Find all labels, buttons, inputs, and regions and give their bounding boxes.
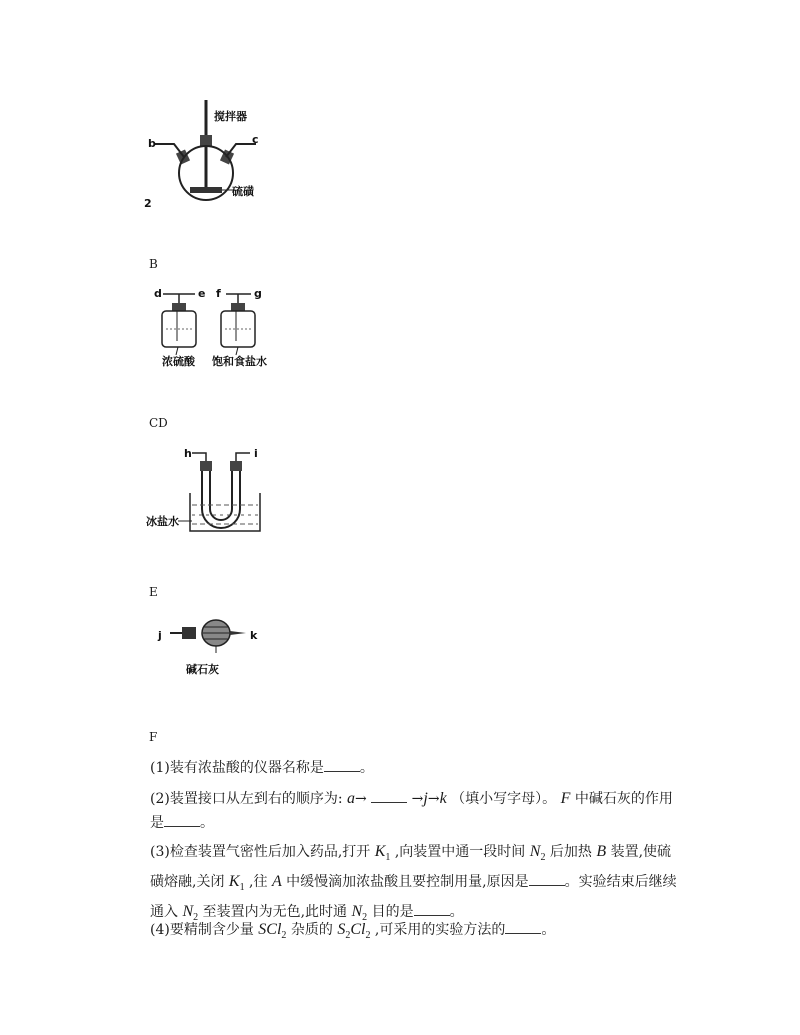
figure-label-b: B [149,257,158,271]
figure-label-e: E [149,585,158,599]
port-k-label: k [250,629,258,642]
wash-bottles-figure [150,285,275,370]
port-g-label: g [254,287,262,300]
question-1: (1)装有浓盐酸的仪器名称是 。 [122,756,682,780]
port-b-label: b [148,137,156,150]
question-3: (3)检查装置气密性后加入药品,打开 $K_1$ ,向装置中通一段时间 $N_2$ 后加热 B 装置,使硫磺熔融,关闭 $K_1$ ,往 A 中缓慢滴加浓盐酸且要控制用量,原因是 。实验结束后继续通入 $N_2$ 至装置内为无色,此时通 $N_2$ 目的是 。 [150,843,677,924]
flask-stirrer-figure [140,95,270,215]
question-2: (2)装置接口从左到右的顺序为: a→ →j→k （填小写字母）。 F 中碱石灰的作用是 。 [150,790,673,831]
port-d-label: d [154,287,162,300]
bath-label: 冰盐水 [146,515,179,528]
answer-blank-q1[interactable] [324,757,360,772]
bottle2-label: 饱和食盐水 [212,355,267,368]
bottle1-label: 浓硫酸 [162,355,195,368]
port-e-label: e [198,287,206,300]
figure-label-cd: CD [149,416,168,430]
answer-blank-q3-purpose[interactable] [414,901,450,916]
figure-label-f: F [149,730,158,744]
answer-blank-q2-order[interactable] [371,788,407,803]
partial-subscript: 2 [144,197,152,210]
sulfur-label: 硫磺 [232,185,254,198]
port-j-label: j [158,629,162,642]
port-c-label: c [252,133,259,146]
agent-label: 碱石灰 [186,663,219,676]
answer-blank-q2-role[interactable] [164,812,200,827]
answer-blank-q3-reason[interactable] [529,871,565,886]
u-tube-figure [146,445,266,537]
question-4: (4)要精制含少量 SCl$_2$ 杂质的 $S_2Cl_2$ ,可采用的实验方法的 。 [150,921,556,942]
port-h-label: h [184,447,192,460]
answer-blank-q4[interactable] [505,919,541,934]
drying-tube-figure [156,615,266,680]
port-f-label: f [216,287,221,300]
stirrer-label: 搅拌器 [214,110,247,123]
port-i-label: i [254,447,258,460]
